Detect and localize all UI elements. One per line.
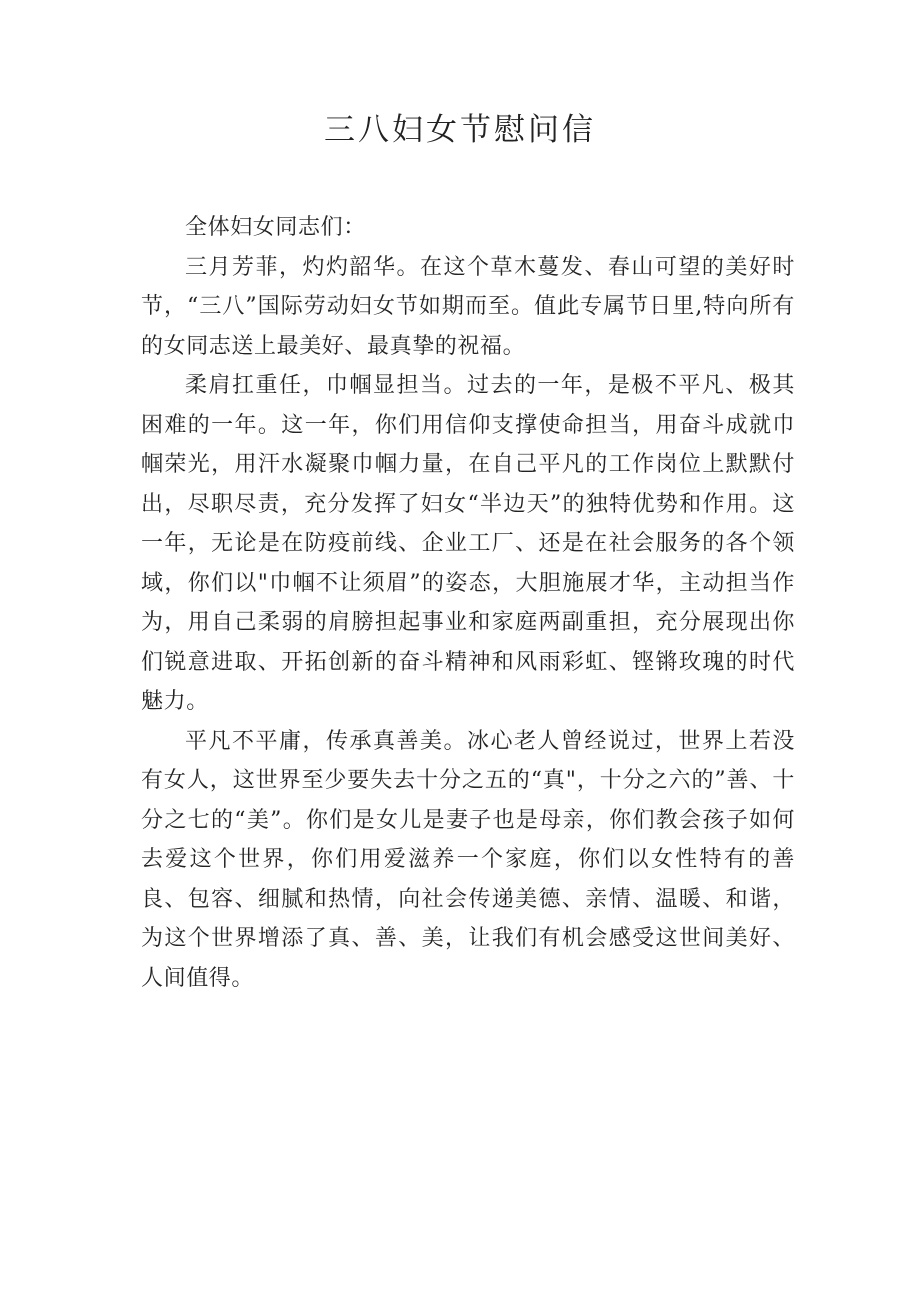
letter-body	[141, 208, 795, 998]
paragraph-greeting: 三月芳菲，灼灼韶华。在这个草木蔓发、春山可望的美好时节，“三八”国际劳动妇女节如期而至。值此专属节日里,特向所有的女同志送上最美好、最真挚的祝福。	[141, 254, 795, 359]
salutation: 全体妇女同志们：	[185, 215, 366, 240]
paragraph-virtues: 平凡不平庸，传承真善美。冰心老人曾经说过，世界上若没有女人，这世界至少要失去十分之五的“真"，十分之六的”善、十分之七的“美”。你们是女儿是妻子也是母亲，你们教会孩子如何去爱这个世界，你们用爱滋养一个家庭，你们以女性特有的善良、包容、细腻和热情，向社会传递美德、亲情、温暖、和谐，为这个世界增添了真、善、美，让我们有机会感受这世间美好、人间值得。	[141, 728, 795, 991]
document-title: 三八妇女节慰问信	[324, 112, 596, 148]
paragraph-achievements: 柔肩扛重任，巾帼显担当。过去的一年，是极不平凡、极其困难的一年。这一年，你们用信仰支撑使命担当，用奋斗成就巾帼荣光，用汗水凝聚巾帼力量，在自己平凡的工作岗位上默默付出，尽职尽责，充分发挥了妇女“半边天”的独特优势和作用。这一年，无论是在防疫前线、企业工厂、还是在社会服务的各个领域，你们以"巾帼不让须眉”的姿态，大胆施展才华，主动担当作为，用自己柔弱的肩膀担起事业和家庭两副重担，充分展现出你们锐意进取、开拓创新的奋斗精神和风雨彩虹、铿锵玫瑰的时代魅力。	[141, 373, 795, 714]
